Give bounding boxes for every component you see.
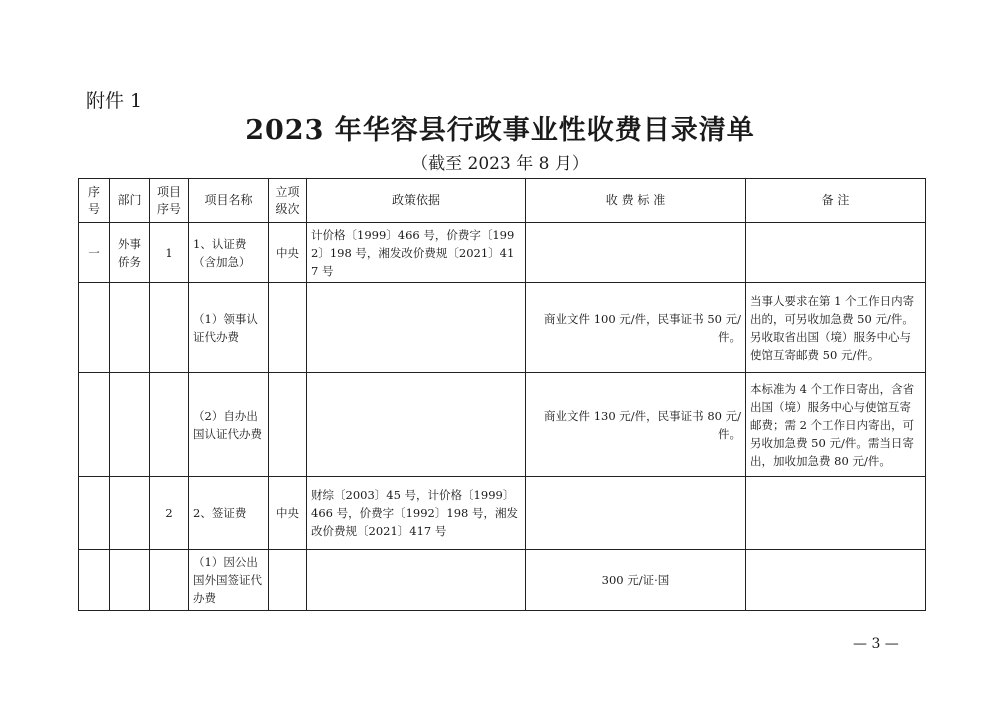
header-item-name: 项目名称 — [189, 179, 269, 223]
cell-seq — [79, 283, 110, 373]
cell-remark — [746, 550, 926, 611]
table-row — [79, 373, 926, 477]
fee-table — [78, 178, 926, 611]
cell-seq: 一 — [79, 223, 110, 283]
header-item-no: 项目序号 — [150, 179, 189, 223]
cell-policy: 财综〔2003〕45 号，计价格〔1999〕466 号，价费字〔1992〕198 号，湘发改价费规〔2021〕417 号 — [307, 477, 526, 550]
cell-remark — [746, 223, 926, 283]
table-row — [79, 223, 926, 283]
cell-seq — [79, 373, 110, 477]
cell-item-no: 1 — [150, 223, 189, 283]
cell-standard — [526, 477, 746, 550]
table-row — [79, 550, 926, 611]
cell-policy — [307, 283, 526, 373]
table-header-row — [79, 179, 926, 223]
cell-policy — [307, 550, 526, 611]
cell-dept — [110, 477, 150, 550]
header-remark: 备 注 — [746, 179, 926, 223]
cell-dept: 外事侨务 — [110, 223, 150, 283]
cell-policy: 计价格〔1999〕466 号，价费字〔1992〕198 号，湘发改价费规〔2021〕417 号 — [307, 223, 526, 283]
cell-dept — [110, 550, 150, 611]
header-standard: 收 费 标 准 — [526, 179, 746, 223]
cell-item-no: 2 — [150, 477, 189, 550]
cell-standard: 商业文件 130 元/件，民事证书 80 元/件。 — [526, 373, 746, 477]
cell-standard: 商业文件 100 元/件，民事证书 50 元/件。 — [526, 283, 746, 373]
cell-item-no — [150, 550, 189, 611]
cell-item-name: （2）自办出国认证代办费 — [189, 373, 269, 477]
cell-remark: 本标准为 4 个工作日寄出，含省出国（境）服务中心与使馆互寄邮费；需 2 个工作日内寄出，可另收加急费 50 元/件。需当日寄出，加收加急费 80 元/件。 — [746, 373, 926, 477]
cell-item-no — [150, 283, 189, 373]
table-row — [79, 477, 926, 550]
cell-standard: 300 元/证·国 — [526, 550, 746, 611]
cell-standard — [526, 223, 746, 283]
header-dept: 部门 — [110, 179, 150, 223]
cell-level: 中央 — [269, 223, 307, 283]
cell-item-no — [150, 373, 189, 477]
attachment-label: 附件 1 — [86, 90, 143, 112]
cell-policy — [307, 373, 526, 477]
cell-seq — [79, 477, 110, 550]
header-policy: 政策依据 — [307, 179, 526, 223]
cell-item-name: （1）领事认证代办费 — [189, 283, 269, 373]
document-subtitle: （截至 2023 年 8 月） — [411, 154, 589, 174]
cell-seq — [79, 550, 110, 611]
cell-item-name: （1）因公出国外国签证代办费 — [189, 550, 269, 611]
document-title: 2023 年华容县行政事业性收费目录清单 — [245, 115, 755, 146]
table-row — [79, 283, 926, 373]
cell-item-name: 1、认证费（含加急） — [189, 223, 269, 283]
cell-dept — [110, 373, 150, 477]
cell-level — [269, 550, 307, 611]
cell-dept — [110, 283, 150, 373]
cell-remark: 当事人要求在第 1 个工作日内寄出的，可另收加急费 50 元/件。另收取省出国（境）服务中心与使馆互寄邮费 50 元/件。 — [746, 283, 926, 373]
cell-level — [269, 373, 307, 477]
cell-level: 中央 — [269, 477, 307, 550]
cell-item-name: 2、签证费 — [189, 477, 269, 550]
header-seq: 序号 — [79, 179, 110, 223]
header-level: 立项级次 — [269, 179, 307, 223]
page-number: — 3 — — [853, 636, 899, 652]
cell-level — [269, 283, 307, 373]
cell-remark — [746, 477, 926, 550]
